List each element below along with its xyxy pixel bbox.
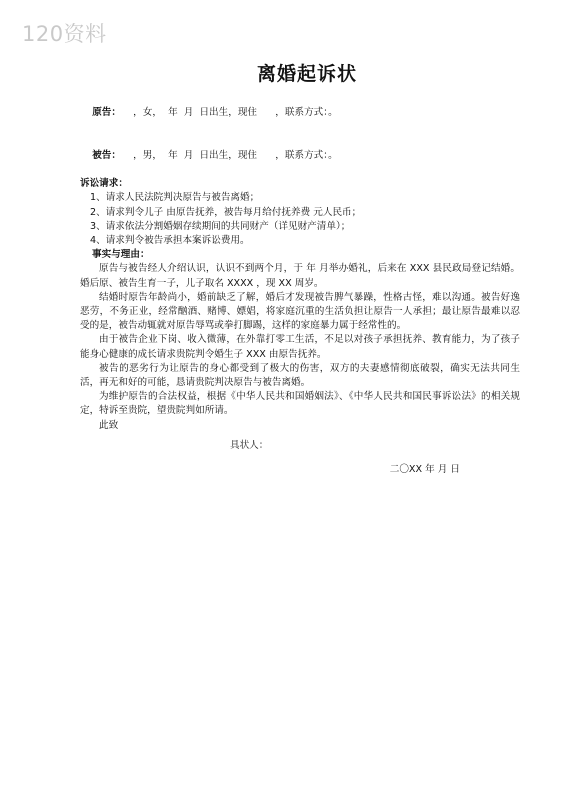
facts-paragraph: 为维护原告的合法权益，根据《中华人民共和国婚姻法》、《中华人民共和国民事诉讼法》的相关规定，特诉至贵院，望贵院判如所请。 [80, 391, 520, 417]
watermark-logo-text: 120资料 [22, 22, 107, 46]
facts-paragraph: 原告与被告经人介绍认识，认识不到两个月，于 年 月举办婚礼，后来在 XXX 县民政局登记结婚。婚后原、被告生育一子，儿子取名 XXXX ，现 XX 周岁。 [80, 263, 520, 289]
plaintiff-line [80, 92, 520, 135]
facts-paragraph: 由于被告企业下岗、收入微薄，在外靠打零工生活，不足以对孩子承担抚养、教育能力，为了孩子能身心健康的成长请求贵院判令婚生子 XXX 由原告抚养。 [80, 334, 520, 360]
plaintiff-label: 原告： [92, 107, 121, 119]
claim-item: 2、请求判令儿子 由原告抚养，被告每月给付抚养费 元人民币； [90, 206, 362, 218]
facts-paragraph: 被告的恶劣行为让原告的身心都受到了极大的伤害，双方的夫妻感情彻底破裂，确实无法共同生活，再无和好的可能，恳请贵院判决原告与被告离婚。 [80, 362, 520, 389]
document-date: 二〇XX 年 月 日 [389, 464, 460, 476]
plaintiff-text: ，女， 年 月 日出生，现住 ，联系方式：。 [120, 107, 338, 119]
defendant-text: ，男， 年 月 日出生，现住 ，联系方式：。 [120, 149, 338, 161]
claims-heading: 诉讼请求： [80, 178, 128, 190]
closing-text: 此致 [99, 419, 119, 431]
defendant-line [80, 135, 520, 178]
claim-item: 3、请求依法分割婚姻存续期间的共同财产（详见财产清单）； [90, 220, 351, 232]
facts-paragraph: 结婚时原告年龄尚小，婚前缺乏了解，婚后才发现被告脾气暴躁，性格古怪，难以沟通。被告好逸恶劳，不务正业，经常酗酒、赌博、嫖娼，将家庭沉重的生活负担让原告一人承担；最让原告最难以忍受的是，被告动辄就对原告辱骂或拳打脚踢，这样的家庭暴力属于经常性的。 [80, 291, 520, 332]
complaint-document [80, 62, 520, 477]
facts-heading: 事实与理由： [92, 249, 150, 261]
defendant-label: 被告： [92, 149, 121, 161]
signature-label: 具状人： [230, 439, 269, 451]
claim-item: 1、请求人民法院判决原告与被告离婚； [90, 192, 260, 204]
claim-item: 4、请求判令被告承担本案诉讼费用。 [90, 235, 250, 247]
document-title: 离婚起诉状 [256, 63, 357, 85]
